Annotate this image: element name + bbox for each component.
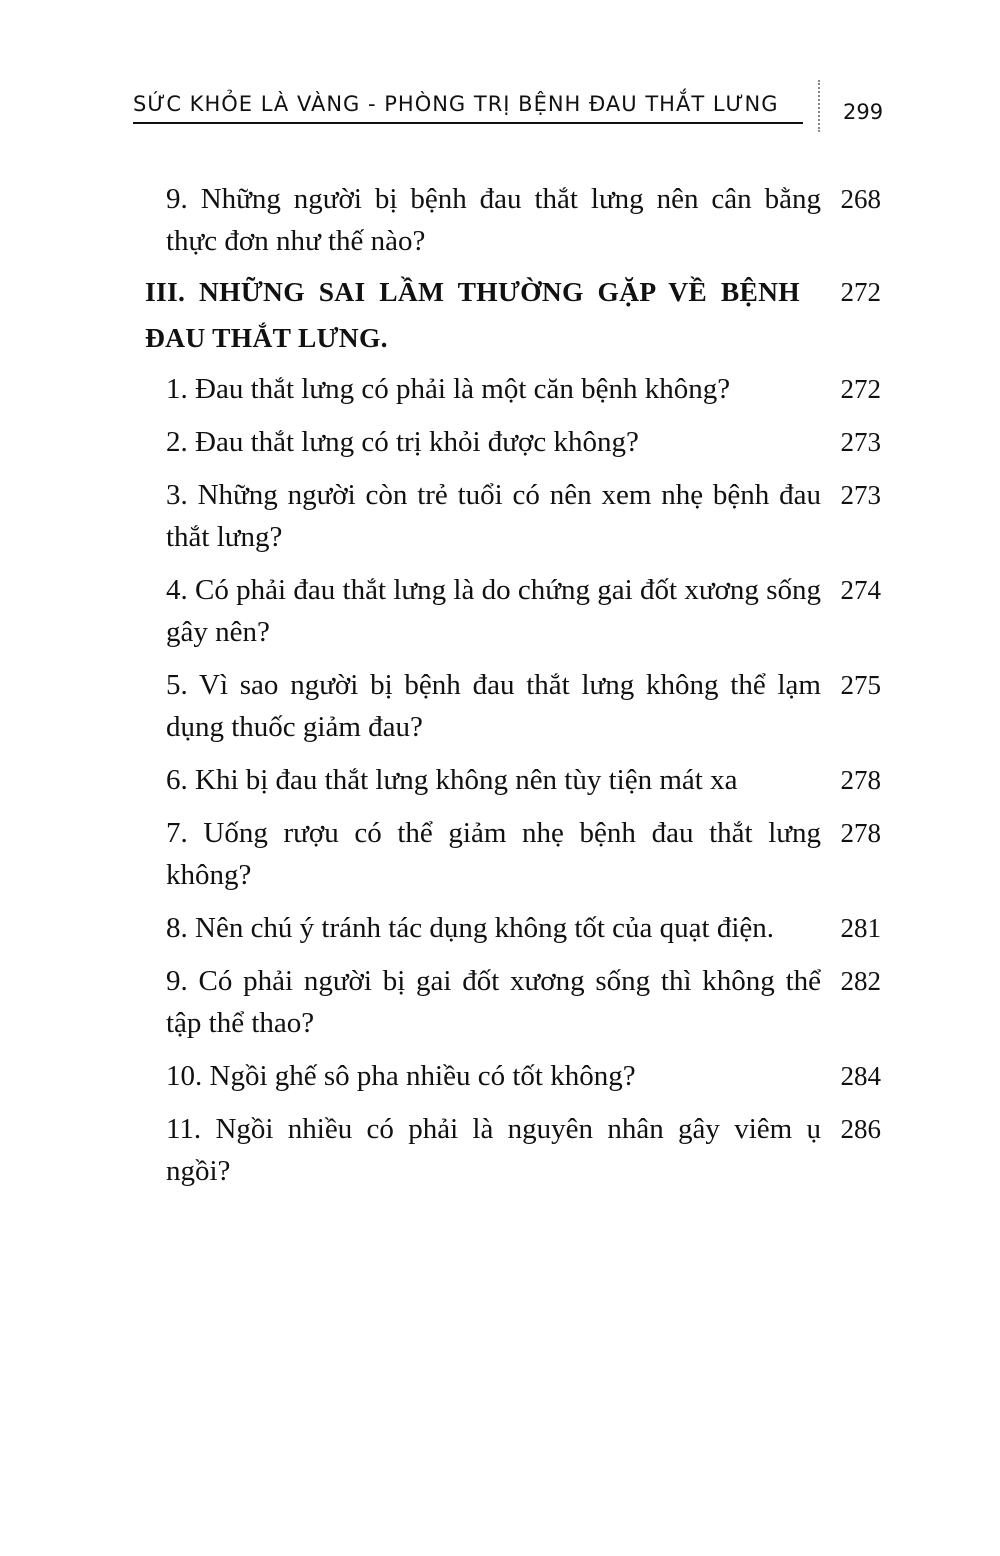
spacer bbox=[145, 463, 885, 474]
toc-entry-page: 273 bbox=[840, 427, 881, 457]
toc-entry-text: 7. Uống rượu có thể giảm nhẹ bệnh đau thắt lưng không? bbox=[166, 817, 821, 891]
toc-entry bbox=[145, 569, 885, 653]
toc-entry-page: 273 bbox=[840, 480, 881, 510]
toc-entry-page: 278 bbox=[840, 765, 881, 795]
spacer bbox=[145, 262, 885, 269]
spacer bbox=[145, 410, 885, 421]
toc-entry-page: 282 bbox=[840, 966, 881, 996]
toc-entry-text: 4. Có phải đau thắt lưng là do chứng gai đốt xương sống gây nên? bbox=[166, 574, 821, 648]
spacer bbox=[145, 801, 885, 812]
toc-entry-page: 272 bbox=[840, 374, 881, 404]
spacer bbox=[145, 896, 885, 907]
toc-entry-page: 268 bbox=[840, 184, 881, 214]
toc-entry bbox=[145, 368, 885, 410]
toc-entry-text: 2. Đau thắt lưng có trị khỏi được không? bbox=[166, 426, 639, 458]
toc-entry bbox=[145, 178, 885, 262]
toc-entry-page: 275 bbox=[840, 670, 881, 700]
spacer bbox=[145, 1044, 885, 1055]
toc-entry-text: 9. Có phải người bị gai đốt xương sống thì không thể tập thể thao? bbox=[166, 965, 821, 1039]
spacer bbox=[145, 949, 885, 960]
toc-section-text: III. NHỮNG SAI LẦM THƯỜNG GẶP VỀ BỆNH ĐAU THẮT LƯNG. bbox=[145, 276, 800, 353]
toc-entry bbox=[145, 474, 885, 558]
toc-entry-text: 11. Ngồi nhiều có phải là nguyên nhân gây viêm ụ ngồi? bbox=[166, 1113, 821, 1187]
toc-entry bbox=[145, 759, 885, 801]
toc-section-heading bbox=[145, 269, 885, 361]
toc-section-page: 272 bbox=[840, 277, 881, 307]
page-number: 299 bbox=[843, 100, 884, 124]
running-header bbox=[133, 86, 883, 146]
table-of-contents bbox=[145, 178, 885, 1192]
toc-entry bbox=[145, 664, 885, 748]
spacer bbox=[145, 653, 885, 664]
toc-entry-text: 9. Những người bị bệnh đau thắt lưng nên cân bằng thực đơn như thế nào? bbox=[166, 183, 821, 257]
spacer bbox=[145, 558, 885, 569]
toc-entry-text: 10. Ngồi ghế sô pha nhiều có tốt không? bbox=[166, 1060, 636, 1092]
toc-entry-page: 274 bbox=[840, 575, 881, 605]
toc-entry-text: 8. Nên chú ý tránh tác dụng không tốt của quạt điện. bbox=[166, 912, 775, 944]
toc-entry bbox=[145, 960, 885, 1044]
running-title: SỨC KHỎE LÀ VÀNG - PHÒNG TRỊ BỆNH ĐAU THẮT LƯNG bbox=[133, 92, 779, 116]
spacer bbox=[145, 1097, 885, 1108]
header-rule bbox=[133, 122, 803, 124]
toc-entry-text: 6. Khi bị đau thắt lưng không nên tùy tiện mát xa bbox=[166, 764, 738, 796]
toc-entry-page: 278 bbox=[840, 818, 881, 848]
toc-entry-page: 284 bbox=[840, 1061, 881, 1091]
spacer bbox=[145, 361, 885, 368]
header-separator bbox=[818, 80, 820, 132]
toc-entry bbox=[145, 1108, 885, 1192]
toc-entry bbox=[145, 421, 885, 463]
toc-entry-text: 1. Đau thắt lưng có phải là một căn bệnh không? bbox=[166, 373, 731, 405]
toc-entry bbox=[145, 1055, 885, 1097]
toc-entry bbox=[145, 907, 885, 949]
toc-entry-page: 281 bbox=[840, 913, 881, 943]
toc-entry-page: 286 bbox=[840, 1114, 881, 1144]
toc-entry-text: 3. Những người còn trẻ tuổi có nên xem nhẹ bệnh đau thắt lưng? bbox=[166, 479, 821, 553]
spacer bbox=[145, 748, 885, 759]
toc-entry bbox=[145, 812, 885, 896]
toc-entry-text: 5. Vì sao người bị bệnh đau thắt lưng không thể lạm dụng thuốc giảm đau? bbox=[166, 669, 821, 743]
